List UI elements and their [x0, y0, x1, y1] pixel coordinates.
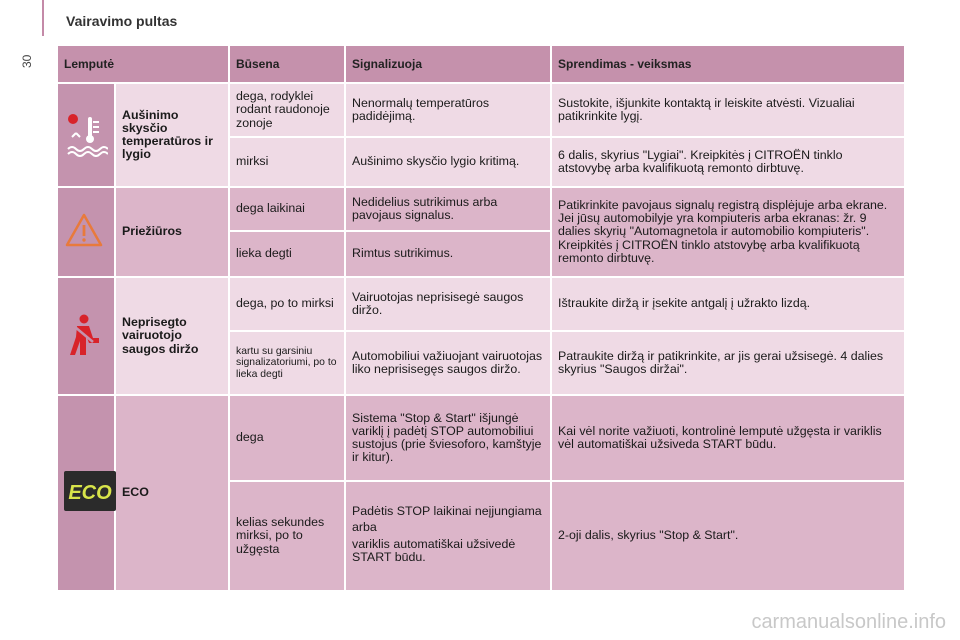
state-cell: mirksi [229, 137, 345, 187]
signal-cell: Rimtus sutrikimus. [345, 231, 551, 277]
seatbelt-icon [64, 312, 104, 356]
action-cell: Patikrinkite pavojaus signalų registrą displėjuje arba ekrane. Jei jūsų automobilyje yra kompiuteris arba ekranas: žr. 9 dalies skyrių "Automagnetola ir automobilio kompiuteris". Kreipkitės į CITROËN tinklo atstovybę arba kvalifikuotą remonto dirbtuvę. [551, 187, 905, 277]
coolant-temperature-icon [64, 109, 108, 157]
action-cell: Kai vėl norite važiuoti, kontrolinė lemputė užgęsta ir variklis vėl automatiškai užsiveda START būdu. [551, 395, 905, 481]
lamp-name: Aušinimo skysčio temperatūros ir lygio [115, 83, 229, 187]
signal-line: arba [352, 520, 377, 535]
action-cell: Ištraukite diržą ir įsekite antgalį į užrakto lizdą. [551, 277, 905, 331]
lamp-name: ECO [115, 395, 229, 591]
table-row [57, 83, 905, 137]
state-cell: dega, po to mirksi [229, 277, 345, 331]
state-cell: lieka degti [229, 231, 345, 277]
table-row [57, 395, 905, 481]
action-cell: 6 dalis, skyrius "Lygiai". Kreipkitės į CITROËN tinklo atstovybę arba kvalifikuotą remonto dirbtuvę. [551, 137, 905, 187]
warning-triangle-icon [57, 187, 115, 277]
col-header-signal: Signalizuoja [345, 45, 551, 83]
signal-cell: Automobiliui važiuojant vairuotojas liko neprisisegęs saugos diržo. [345, 331, 551, 395]
table-row [57, 277, 905, 331]
col-header-state: Būsena [229, 45, 345, 83]
table-header-row [57, 45, 905, 83]
seatbelt-icon [57, 277, 115, 395]
action-cell: 2-oji dalis, skyrius "Stop & Start". [551, 481, 905, 591]
section-title: Vairavimo pultas [66, 13, 178, 29]
section-marker-line [42, 0, 44, 36]
signal-cell: Nedidelius sutrikimus arba pavojaus signalus. [345, 187, 551, 231]
lamp-name: Priežiūros [115, 187, 229, 277]
action-cell: Sustokite, išjunkite kontaktą ir leiskite atvėsti. Vizualiai patikrinkite lygį. [551, 83, 905, 137]
state-cell: dega laikinai [229, 187, 345, 231]
table-row [57, 187, 905, 231]
state-cell: dega [229, 395, 345, 481]
lamp-name: Neprisegto vairuotojo saugos diržo [115, 277, 229, 395]
signal-cell [345, 481, 551, 591]
eco-icon [57, 395, 115, 591]
col-header-lamp: Lemputė [57, 45, 229, 83]
warning-triangle-icon [64, 212, 104, 248]
state-cell: kelias sekundes mirksi, po to užgęsta [229, 481, 345, 591]
col-header-action: Sprendimas - veiksmas [551, 45, 905, 83]
signal-cell: Vairuotojas neprisisegė saugos diržo. [345, 277, 551, 331]
coolant-temperature-icon [57, 83, 115, 187]
signal-line: variklis automatiškai užsivedė START būdu. [352, 536, 516, 564]
svg-text:ECO: ECO [68, 482, 112, 505]
state-cell: kartu su garsiniu signalizatoriumi, po to lieka degti [229, 331, 345, 395]
warning-lights-table [56, 44, 906, 592]
signal-cell: Nenormalų temperatūros padidėjimą. [345, 83, 551, 137]
signal-cell: Sistema "Stop & Start" išjungė variklį į padėtį STOP automobiliui sustojus (prie šviesoforo, kamštyje ir kitur). [345, 395, 551, 481]
watermark: carmanualsonline.info [751, 611, 946, 633]
page-number: 30 [20, 54, 34, 68]
signal-line: Padėtis STOP laikinai neįjungiama [352, 504, 542, 519]
action-cell: Patraukite diržą ir patikrinkite, ar jis gerai užsisegė. 4 dalies skyrius "Saugos diržai". [551, 331, 905, 395]
eco-icon [64, 471, 116, 511]
signal-cell: Aušinimo skysčio lygio kritimą. [345, 137, 551, 187]
state-cell: dega, rodyklei rodant raudonoje zonoje [229, 83, 345, 137]
